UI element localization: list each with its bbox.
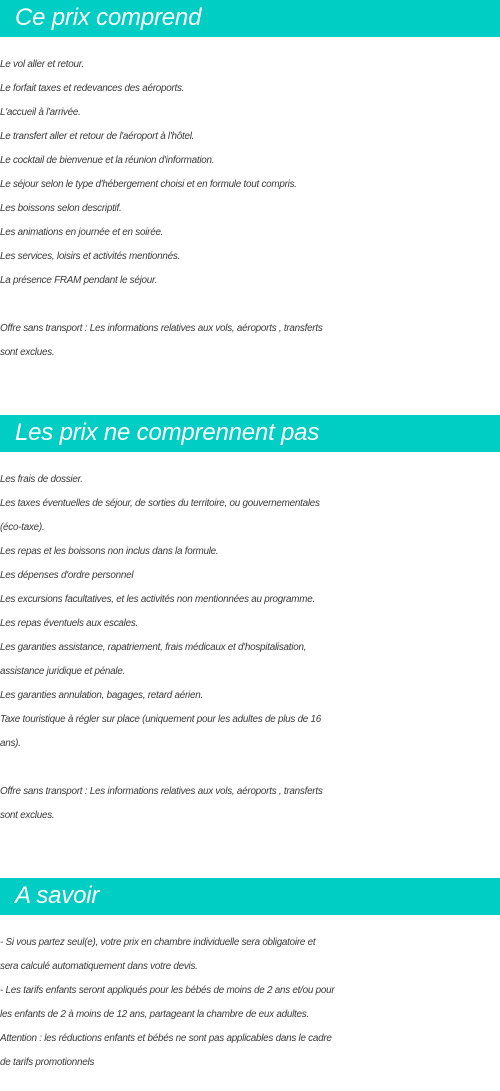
list-item: Les repas éventuels aux escales. (0, 618, 139, 629)
list-item: Les animations en journée et en soirée. (0, 227, 164, 238)
info-line: de tarifs promotionnels (0, 1057, 95, 1068)
transport-note: Offre sans transport : Les informations relatives aux vols, aéroports , transferts (0, 786, 323, 797)
spacer (0, 756, 500, 780)
list-item: (éco-taxe). (0, 522, 45, 533)
list-item: Le transfert aller et retour de l'aéroport à l'hôtel. (0, 131, 195, 142)
list-item: Les dépenses d'ordre personnel (0, 570, 134, 581)
includes-list (0, 53, 500, 365)
section-title-good-to-know: A savoir (15, 882, 100, 909)
list-item: Le séjour selon le type d'hébergement choisi et en formule tout compris. (0, 179, 297, 190)
list-item: Le forfait taxes et redevances des aéroports. (0, 83, 185, 94)
info-line: sera calculé automatiquement dans votre devis. (0, 961, 198, 972)
info-line: - Les tarifs enfants seront appliqués pour les bébés de moins de 2 ans et/ou pour (0, 985, 335, 996)
list-item: Les services, loisirs et activités mentionnés. (0, 251, 181, 262)
list-item: Le cocktail de bienvenue et la réunion d'information. (0, 155, 215, 166)
section-title-includes: Ce prix comprend (15, 4, 202, 31)
section-header-excludes (0, 415, 500, 452)
list-item: La présence FRAM pendant le séjour. (0, 275, 158, 286)
list-item: Taxe touristique à régler sur place (uniquement pour les adultes de plus de 16 (0, 714, 322, 725)
transport-note: Offre sans transport : Les informations relatives aux vols, aéroports , transferts (0, 323, 323, 334)
info-line: - Si vous partez seul(e), votre prix en chambre individuelle sera obligatoire et (0, 937, 316, 948)
excludes-list (0, 468, 500, 828)
list-item: L'accueil à l'arrivée. (0, 107, 81, 118)
list-item: Le vol aller et retour. (0, 59, 84, 70)
transport-note: sont exclues. (0, 347, 55, 358)
good-to-know-list (0, 931, 500, 1075)
list-item: Les boissons selon descriptif. (0, 203, 122, 214)
list-item: Les garanties annulation, bagages, retard aérien. (0, 690, 203, 701)
list-item: Les taxes éventuelles de séjour, de sorties du territoire, ou gouvernementales (0, 498, 320, 509)
list-item: Les repas et les boissons non inclus dans la formule. (0, 546, 219, 557)
section-header-includes (0, 0, 500, 37)
spacer (0, 293, 500, 317)
section-title-excludes: Les prix ne comprennent pas (15, 419, 320, 446)
list-item: Les garanties assistance, rapatriement, frais médicaux et d'hospitalisation, (0, 642, 307, 653)
transport-note: sont exclues. (0, 810, 55, 821)
info-line: Attention : les réductions enfants et bébés ne sont pas applicables dans le cadre (0, 1033, 332, 1044)
list-item: Les frais de dossier. (0, 474, 83, 485)
list-item: ans). (0, 738, 21, 749)
info-line: les enfants de 2 à moins de 12 ans, partageant la chambre de eux adultes. (0, 1009, 309, 1020)
list-item: Les excursions facultatives, et les activités non mentionnées au programme. (0, 594, 315, 605)
section-header-good-to-know (0, 878, 500, 915)
list-item: assistance juridique et pénale. (0, 666, 126, 677)
